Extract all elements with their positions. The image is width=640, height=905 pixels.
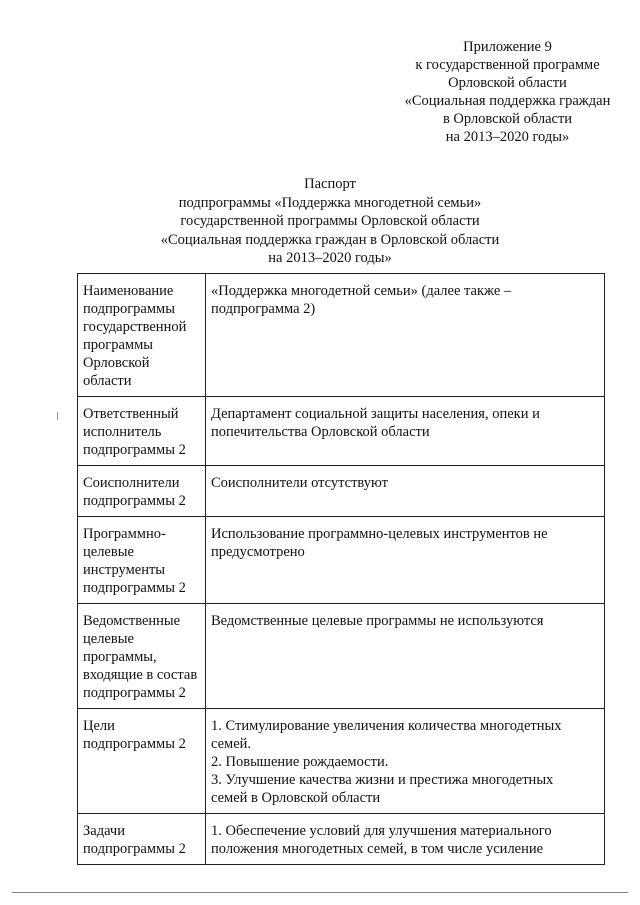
page-bottom-divider bbox=[12, 892, 628, 893]
document-title bbox=[60, 175, 600, 268]
row-label-line: подпрограммы 2 bbox=[83, 841, 186, 857]
row-label-line: подпрограммы 2 bbox=[83, 580, 186, 596]
row-label-cell bbox=[78, 709, 206, 814]
table-row bbox=[78, 709, 605, 814]
appendix-line-5: в Орловской области bbox=[442, 111, 573, 127]
row-value-line: 3. Улучшение качества жизни и престижа многодетных bbox=[211, 772, 554, 788]
row-label-line: области bbox=[83, 373, 132, 389]
row-label-line: подпрограммы 2 bbox=[83, 736, 186, 752]
appendix-line-3: Орловской области bbox=[448, 75, 567, 91]
row-label-line: подпрограммы 2 bbox=[83, 493, 186, 509]
row-value-line: подпрограмма 2) bbox=[211, 301, 316, 317]
title-line-2: подпрограммы «Поддержка многодетной семьи» bbox=[178, 194, 482, 211]
title-line-3: государственной программы Орловской области bbox=[180, 213, 480, 229]
row-label-cell bbox=[78, 604, 206, 709]
row-label-cell bbox=[78, 466, 206, 517]
row-label-line: исполнитель bbox=[83, 424, 162, 440]
row-label-line: Программно- bbox=[83, 526, 166, 542]
row-value-line: «Поддержка многодетной семьи» (далее также – bbox=[211, 283, 512, 299]
row-value-line: Использование программно-целевых инструментов не bbox=[211, 526, 548, 542]
row-label-line: целевые bbox=[83, 544, 134, 560]
row-value-line: Ведомственные целевые программы не используются bbox=[211, 613, 544, 629]
table-row bbox=[78, 814, 605, 865]
row-value-cell bbox=[206, 709, 605, 814]
row-value-line: Соисполнители отсутствуют bbox=[211, 475, 389, 491]
row-value-line: предусмотрено bbox=[211, 544, 305, 560]
row-label-line: инструменты bbox=[83, 562, 166, 578]
row-label-line: Орловской bbox=[83, 355, 150, 371]
row-value-line: 2. Повышение рождаемости. bbox=[211, 754, 389, 770]
appendix-header bbox=[380, 38, 635, 146]
appendix-number: Приложение 9 bbox=[463, 39, 552, 55]
row-label-line: входящие в состав bbox=[83, 667, 198, 683]
row-label-line: Задачи bbox=[83, 823, 125, 839]
row-value-cell bbox=[206, 397, 605, 466]
table-row bbox=[78, 604, 605, 709]
table-row bbox=[78, 397, 605, 466]
row-value-line: 1. Стимулирование увеличения количества многодетных bbox=[211, 718, 562, 734]
passport-table bbox=[77, 273, 605, 865]
margin-mark bbox=[57, 412, 58, 420]
appendix-line-4: «Социальная поддержка граждан bbox=[404, 93, 611, 109]
row-value-cell bbox=[206, 466, 605, 517]
row-label-line: Ведомственные bbox=[83, 613, 181, 629]
row-label-cell bbox=[78, 397, 206, 466]
table-row bbox=[78, 517, 605, 604]
title-passport: Паспорт bbox=[304, 176, 356, 192]
row-label-line: государственной bbox=[83, 319, 187, 335]
appendix-line-6: на 2013–2020 годы» bbox=[445, 129, 570, 145]
row-label-line: подпрограммы 2 bbox=[83, 442, 186, 458]
row-label-cell bbox=[78, 814, 206, 865]
title-line-5: на 2013–2020 годы» bbox=[268, 250, 392, 266]
row-value-cell bbox=[206, 274, 605, 397]
row-label-cell bbox=[78, 274, 206, 397]
table-row bbox=[78, 274, 605, 397]
row-label-line: программы bbox=[83, 337, 153, 353]
row-value-cell bbox=[206, 517, 605, 604]
table-row bbox=[78, 466, 605, 517]
row-value-cell bbox=[206, 814, 605, 865]
row-value-line: Департамент социальной защиты населения, опеки и bbox=[211, 406, 540, 422]
row-value-line: семей. bbox=[211, 736, 252, 752]
row-label-line: программы, bbox=[83, 649, 157, 665]
row-label-line: Ответственный bbox=[83, 406, 179, 422]
row-label-cell bbox=[78, 517, 206, 604]
row-value-line: попечительства Орловской области bbox=[211, 424, 430, 440]
row-label-line: подпрограммы bbox=[83, 301, 175, 317]
row-value-line: 1. Обеспечение условий для улучшения материального bbox=[211, 823, 552, 839]
row-label-line: Цели bbox=[83, 718, 115, 734]
row-label-line: Наименование bbox=[83, 283, 174, 299]
title-line-4: «Социальная поддержка граждан в Орловской области bbox=[160, 231, 500, 248]
row-label-line: подпрограммы 2 bbox=[83, 685, 186, 701]
row-label-line: Соисполнители bbox=[83, 475, 180, 491]
row-value-line: семей в Орловской области bbox=[211, 790, 381, 806]
row-label-line: целевые bbox=[83, 631, 134, 647]
row-value-cell bbox=[206, 604, 605, 709]
row-value-line: положения многодетных семей, в том числе усиление bbox=[211, 841, 544, 857]
appendix-line-2: к государственной программе bbox=[415, 57, 600, 73]
